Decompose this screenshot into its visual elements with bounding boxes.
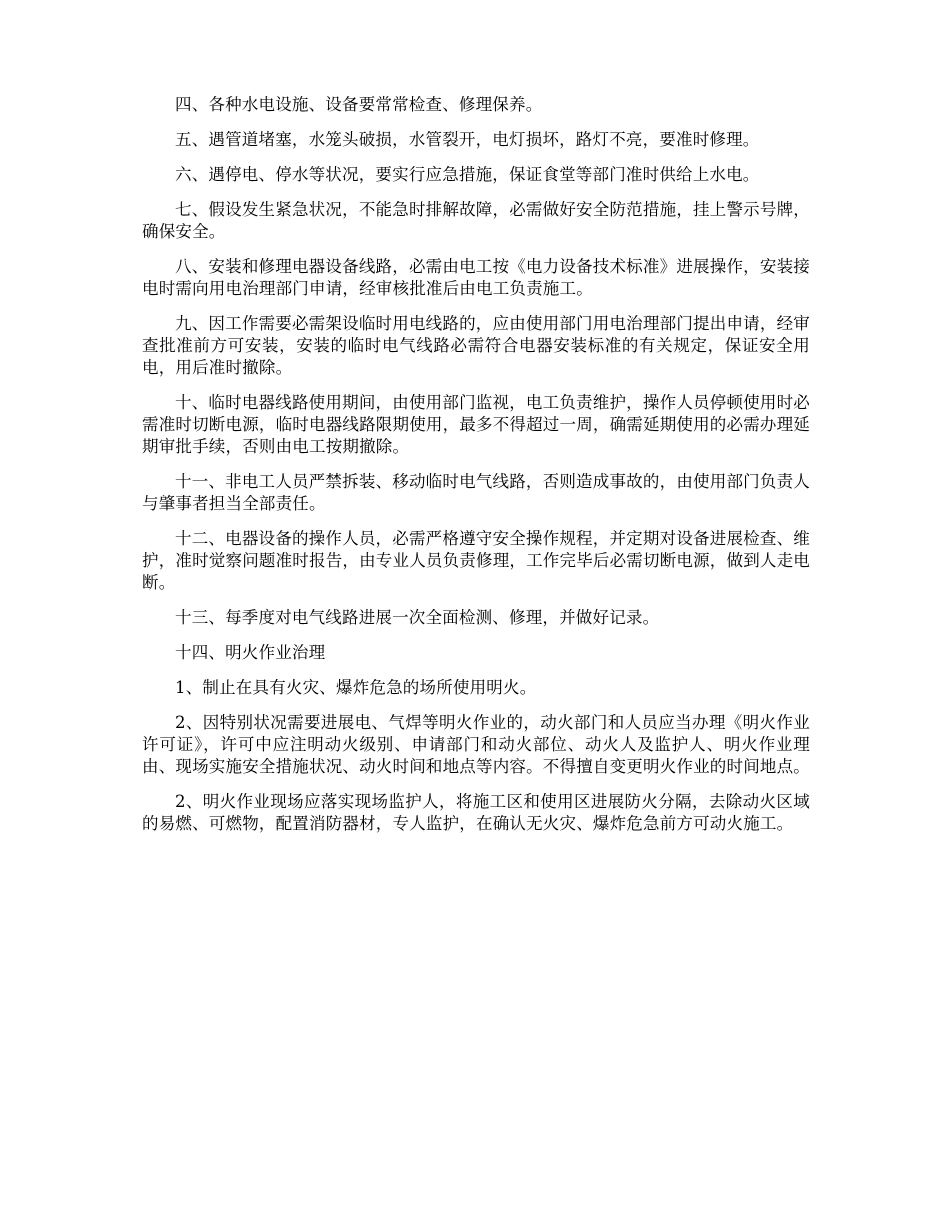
paragraph-item-7: 七、假设发生紧急状况，不能急时排解故障，必需做好安全防范措施，挂上警示号牌，确保安全。 xyxy=(142,200,810,241)
paragraph-item-10: 十、临时电器线路使用期间，由使用部门监视，电工负责维护，操作人员停顿使用时必需准时切断电源，临时电器线路限期使用，最多不得超过一周，确需延期使用的必需办理延期审批手续，否则由电工按期撤除。 xyxy=(142,393,810,456)
document-body xyxy=(142,94,810,848)
section-heading-open-flame: 十四、明火作业治理 xyxy=(175,643,326,662)
sub-item-2b: 2、明火作业现场应落实现场监护人，将施工区和使用区进展防火分隔，去除动火区域的易燃、可燃物，配置消防器材，专人监护，在确认无火灾、爆炸危急前方可动火施工。 xyxy=(142,792,810,833)
paragraph-item-9: 九、因工作需要必需架设临时用电线路的，应由使用部门用电治理部门提出申请，经审查批准前方可安装，安装的临时电气线路必需符合电器安装标准的有关规定，保证安全用电，用后准时撤除。 xyxy=(142,314,810,377)
sub-item-1: 1、制止在具有火灾、爆炸危急的场所使用明火。 xyxy=(175,678,537,697)
sub-item-2: 2、因特别状况需要进展电、气焊等明火作业的，动火部门和人员应当办理《明火作业许可证》，许可中应注明动火级别、申请部门和动火部位、动火人及监护人、明火作业理由、现场实施安全措施状况、动火时间和地点等内容。不得擅自变更明火作业的时间地点。 xyxy=(142,713,810,776)
paragraph-item-11: 十一、非电工人员严禁拆装、移动临时电气线路，否则造成事故的，由使用部门负责人与肇事者担当全部责任。 xyxy=(142,472,810,513)
paragraph-item-4: 四、各种水电设施、设备要常常检查、修理保养。 xyxy=(175,95,543,114)
paragraph-item-6: 六、遇停电、停水等状况，要实行应急措施，保证食堂等部门准时供给上水电。 xyxy=(175,165,760,184)
paragraph-item-5: 五、遇管道堵塞，水笼头破损，水管裂开，电灯损坏，路灯不亮，要准时修理。 xyxy=(175,130,760,149)
paragraph-item-13: 十三、每季度对电气线路进展一次全面检测、修理，并做好记录。 xyxy=(175,608,660,627)
paragraph-item-8: 八、安装和修理电器设备线路，必需由电工按《电力设备技术标准》进展操作，安装接电时需向用电治理部门申请，经审核批准后由电工负责施工。 xyxy=(142,257,810,298)
paragraph-item-12: 十二、电器设备的操作人员，必需严格遵守安全操作规程，并定期对设备进展检查、维护，准时觉察问题准时报告，由专业人员负责修理，工作完毕后必需切断电源，做到人走电断。 xyxy=(142,529,810,592)
